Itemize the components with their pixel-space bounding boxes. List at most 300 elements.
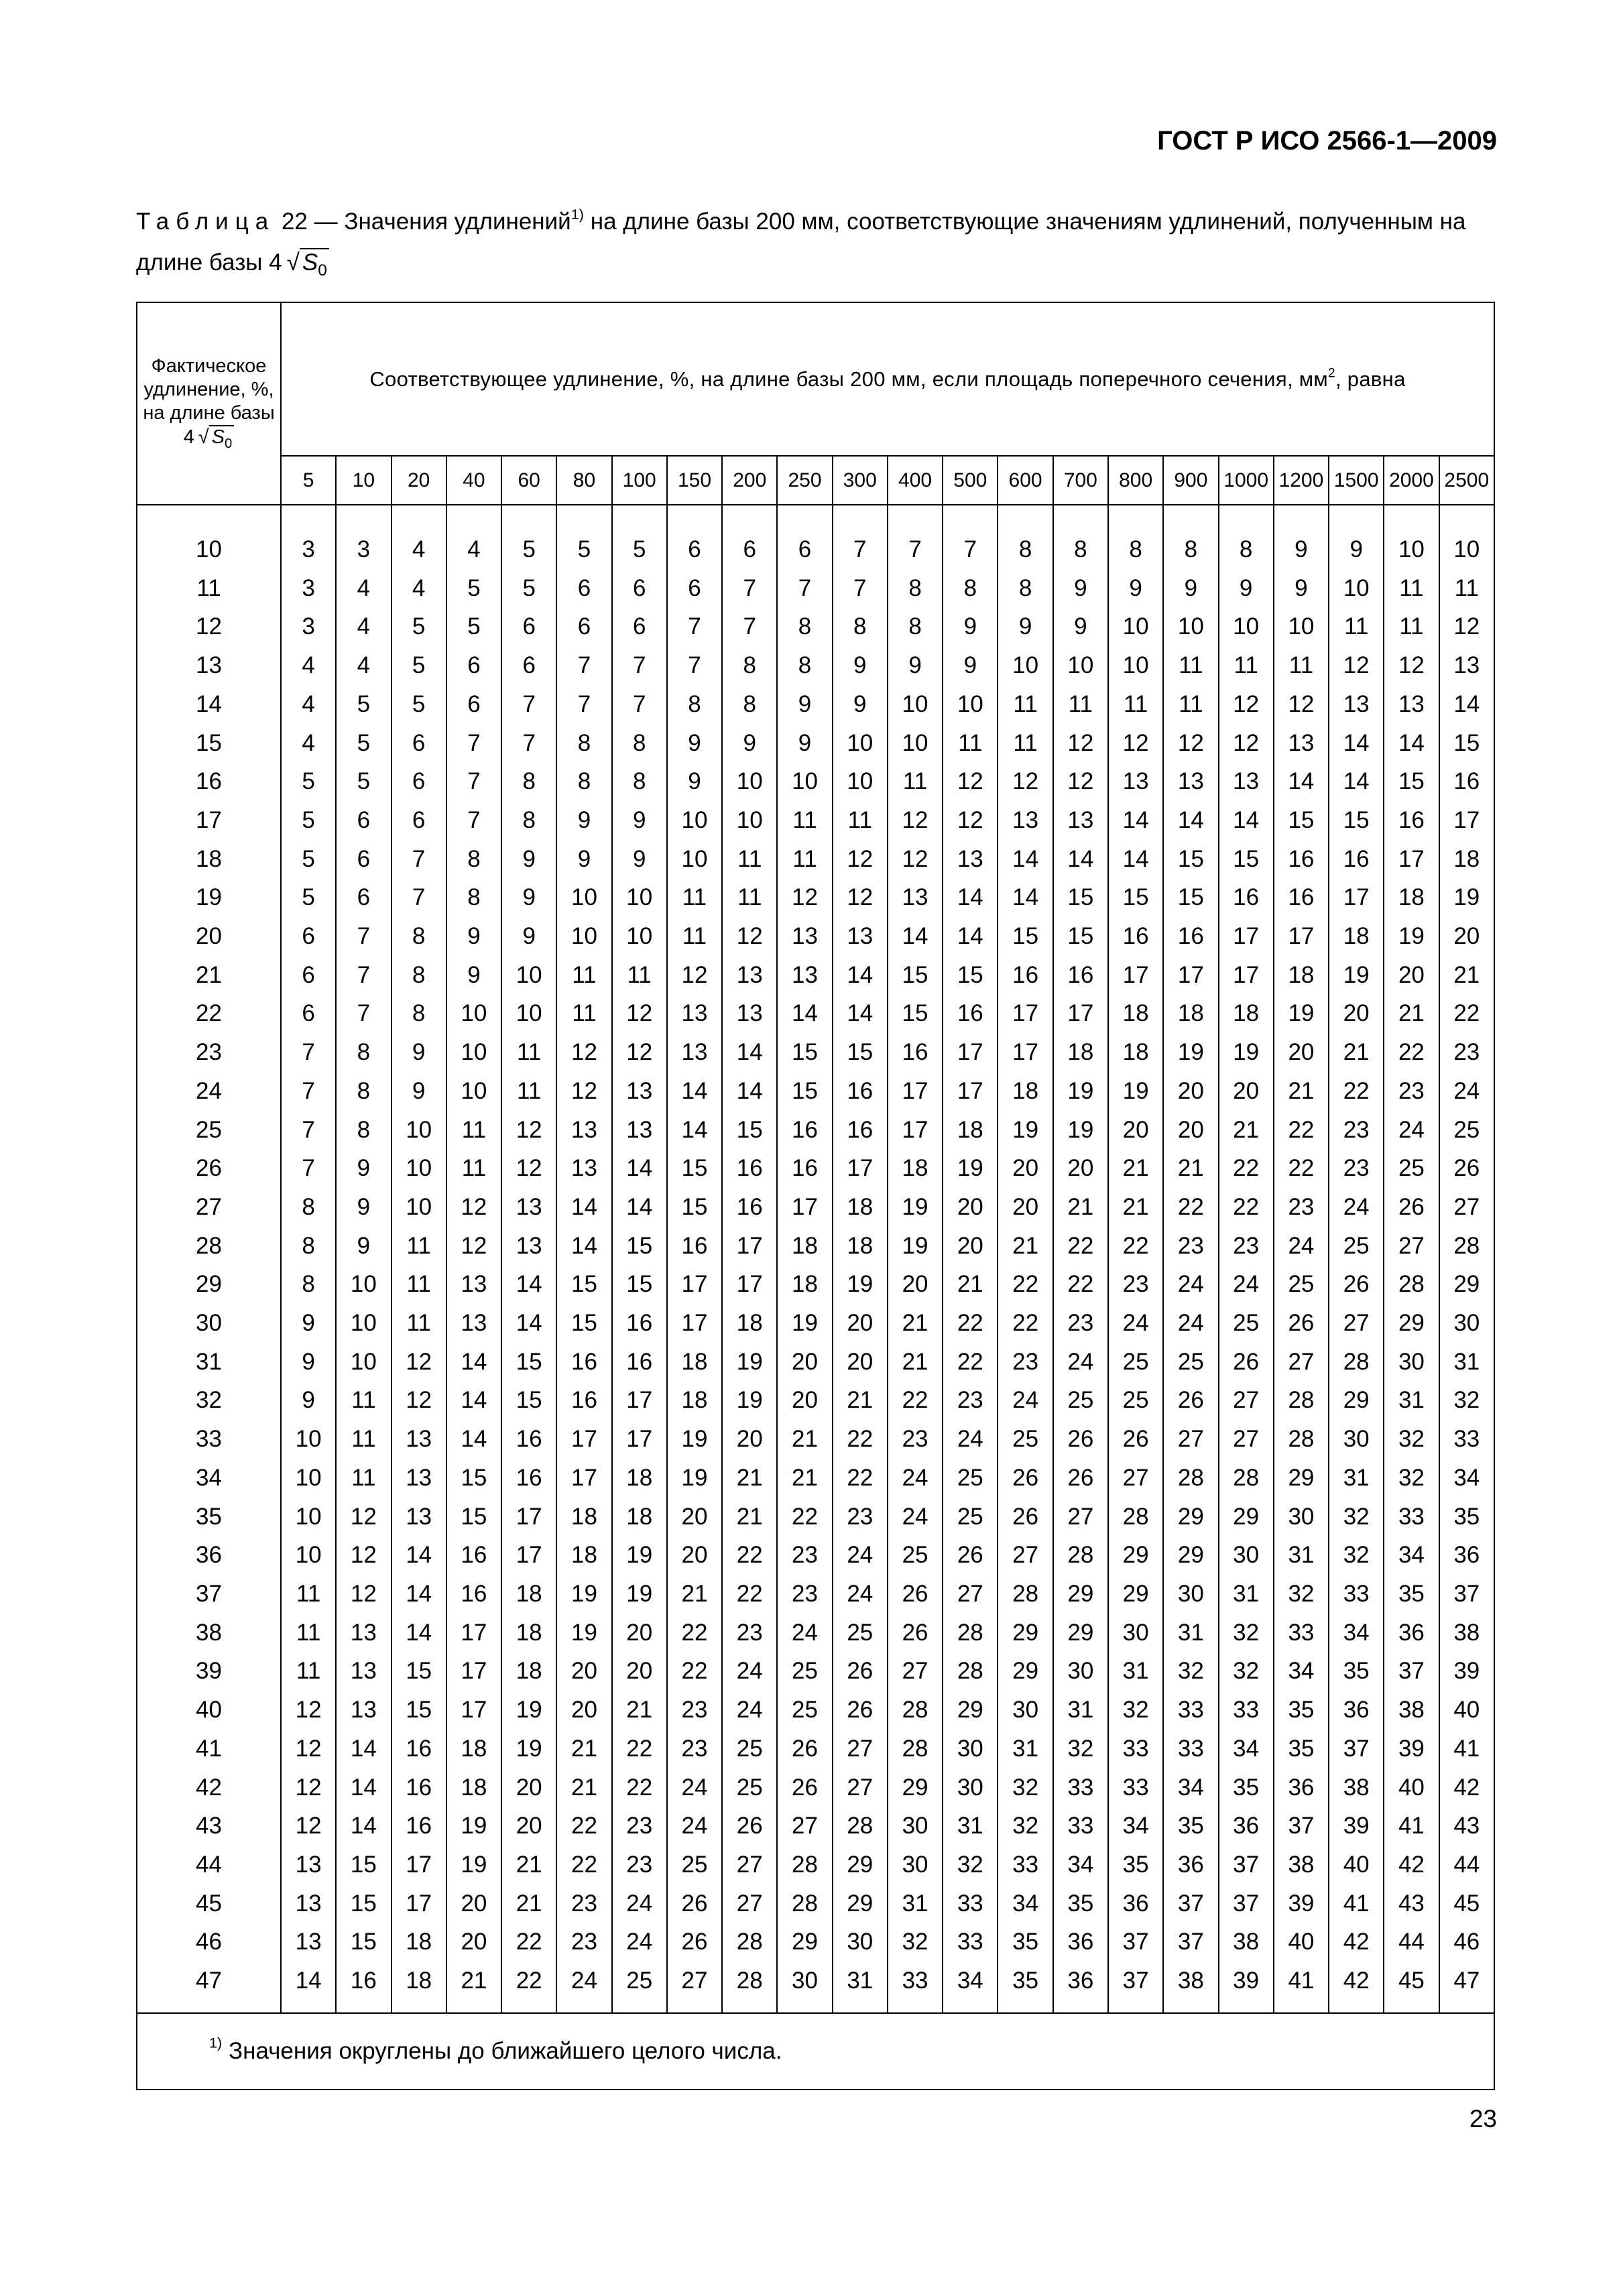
elongation-value-cell: 47 — [1439, 1961, 1494, 2000]
elongation-value-cell: 19 — [1108, 1072, 1163, 1111]
actual-elongation-cell: 13 — [137, 646, 281, 685]
elongation-value-cell: 13 — [722, 956, 777, 995]
elongation-value-cell: 44 — [1439, 1846, 1494, 1884]
elongation-value-cell: 8 — [1108, 530, 1163, 569]
elongation-value-cell: 13 — [667, 994, 722, 1033]
area-column-header: 2000 — [1384, 456, 1439, 505]
elongation-value-cell: 6 — [777, 530, 832, 569]
elongation-value-cell: 18 — [998, 1072, 1053, 1111]
elongation-value-cell: 19 — [1053, 1072, 1108, 1111]
elongation-value-cell: 39 — [1329, 1807, 1384, 1846]
elongation-value-cell: 19 — [833, 1265, 888, 1304]
spacer-cell — [943, 505, 998, 530]
elongation-value-cell: 20 — [1274, 1033, 1329, 1072]
elongation-value-cell: 25 — [777, 1691, 832, 1730]
elongation-value-cell: 28 — [998, 1575, 1053, 1614]
elongation-value-cell: 8 — [336, 1111, 391, 1150]
elongation-value-cell: 11 — [501, 1033, 556, 1072]
elongation-value-cell: 9 — [998, 607, 1053, 646]
elongation-value-cell: 30 — [888, 1807, 943, 1846]
elongation-value-cell: 12 — [336, 1575, 391, 1614]
actual-elongation-cell: 12 — [137, 607, 281, 646]
elongation-value-cell: 7 — [446, 724, 501, 763]
area-column-header: 1000 — [1219, 456, 1274, 505]
elongation-value-cell: 21 — [1274, 1072, 1329, 1111]
spacer-cell — [1329, 2000, 1384, 2013]
elongation-value-cell: 14 — [722, 1072, 777, 1111]
spacer-cell — [833, 505, 888, 530]
elongation-value-cell: 24 — [1163, 1265, 1218, 1304]
elongation-value-cell: 15 — [392, 1691, 446, 1730]
elongation-value-cell: 28 — [1384, 1265, 1439, 1304]
elongation-value-cell: 14 — [1108, 801, 1163, 840]
elongation-value-cell: 34 — [1384, 1536, 1439, 1575]
elongation-value-cell: 6 — [612, 607, 667, 646]
elongation-value-cell: 7 — [612, 646, 667, 685]
elongation-value-cell: 19 — [1219, 1033, 1274, 1072]
elongation-value-cell: 12 — [833, 878, 888, 917]
elongation-value-cell: 22 — [998, 1304, 1053, 1343]
elongation-value-cell: 35 — [998, 1923, 1053, 1961]
formula-radicand — [300, 248, 329, 280]
elongation-value-cell: 12 — [722, 917, 777, 956]
elongation-value-cell: 16 — [392, 1807, 446, 1846]
elongation-value-cell: 34 — [1108, 1807, 1163, 1846]
elongation-value-cell: 19 — [667, 1420, 722, 1459]
elongation-value-cell: 25 — [722, 1730, 777, 1768]
elongation-value-cell: 19 — [1163, 1033, 1218, 1072]
elongation-value-cell: 16 — [1439, 762, 1494, 801]
elongation-value-cell: 18 — [612, 1498, 667, 1536]
elongation-value-cell: 9 — [336, 1227, 391, 1266]
area-column-header: 300 — [833, 456, 888, 505]
table-row — [137, 1691, 1494, 1730]
table-row — [137, 956, 1494, 995]
elongation-value-cell: 33 — [1274, 1614, 1329, 1652]
elongation-value-cell: 21 — [722, 1498, 777, 1536]
elongation-value-cell: 15 — [1053, 878, 1108, 917]
elongation-value-cell: 6 — [501, 646, 556, 685]
elongation-value-cell: 34 — [943, 1961, 998, 2000]
elongation-value-cell: 17 — [722, 1227, 777, 1266]
elongation-value-cell: 8 — [833, 607, 888, 646]
elongation-value-cell: 26 — [1163, 1381, 1218, 1420]
elongation-value-cell: 12 — [943, 762, 998, 801]
spacer-cell — [1274, 2000, 1329, 2013]
elongation-value-cell: 10 — [612, 878, 667, 917]
formula-factor: 4 — [183, 426, 194, 448]
elongation-value-cell: 18 — [667, 1381, 722, 1420]
elongation-value-cell: 5 — [501, 530, 556, 569]
elongation-value-cell: 23 — [612, 1807, 667, 1846]
elongation-value-cell: 30 — [1053, 1652, 1108, 1691]
elongation-value-cell: 6 — [336, 801, 391, 840]
elongation-value-cell: 15 — [501, 1381, 556, 1420]
elongation-value-cell: 18 — [1163, 994, 1218, 1033]
elongation-value-cell: 16 — [777, 1149, 832, 1188]
elongation-value-cell: 11 — [612, 956, 667, 995]
elongation-value-cell: 29 — [943, 1691, 998, 1730]
elongation-value-cell: 25 — [1163, 1343, 1218, 1382]
elongation-value-cell: 7 — [612, 685, 667, 724]
elongation-value-cell: 21 — [1329, 1033, 1384, 1072]
elongation-value-cell: 22 — [1053, 1265, 1108, 1304]
elongation-value-cell: 20 — [777, 1381, 832, 1420]
elongation-value-cell: 32 — [1384, 1420, 1439, 1459]
elongation-value-cell: 5 — [336, 724, 391, 763]
elongation-value-cell: 15 — [1163, 840, 1218, 879]
elongation-value-cell: 9 — [336, 1149, 391, 1188]
elongation-value-cell: 10 — [336, 1265, 391, 1304]
spacer-cell — [1329, 505, 1384, 530]
elongation-value-cell: 26 — [833, 1691, 888, 1730]
elongation-value-cell: 28 — [833, 1807, 888, 1846]
table-row — [137, 917, 1494, 956]
elongation-value-cell: 9 — [1053, 607, 1108, 646]
elongation-value-cell: 14 — [833, 956, 888, 995]
elongation-value-cell: 15 — [833, 1033, 888, 1072]
elongation-table — [136, 302, 1495, 2090]
elongation-value-cell: 24 — [777, 1614, 832, 1652]
elongation-value-cell: 24 — [1274, 1227, 1329, 1266]
elongation-value-cell: 22 — [833, 1459, 888, 1498]
corresponding-elongation-header — [281, 302, 1494, 456]
table-row — [137, 878, 1494, 917]
elongation-value-cell: 15 — [777, 1033, 832, 1072]
elongation-value-cell: 33 — [1163, 1691, 1218, 1730]
actual-elongation-cell: 14 — [137, 685, 281, 724]
elongation-value-cell: 16 — [1384, 801, 1439, 840]
elongation-value-cell: 19 — [998, 1111, 1053, 1150]
elongation-value-cell: 10 — [667, 801, 722, 840]
actual-elongation-cell: 24 — [137, 1072, 281, 1111]
elongation-value-cell: 32 — [1329, 1536, 1384, 1575]
elongation-value-cell: 4 — [392, 569, 446, 608]
elongation-value-cell: 25 — [612, 1961, 667, 2000]
elongation-value-cell: 15 — [1163, 878, 1218, 917]
elongation-value-cell: 9 — [1053, 569, 1108, 608]
elongation-value-cell: 11 — [1274, 646, 1329, 685]
elongation-value-cell: 21 — [1384, 994, 1439, 1033]
elongation-value-cell: 9 — [1219, 569, 1274, 608]
elongation-value-cell: 10 — [1163, 607, 1218, 646]
elongation-value-cell: 8 — [556, 724, 611, 763]
elongation-value-cell: 19 — [446, 1807, 501, 1846]
elongation-value-cell: 19 — [1439, 878, 1494, 917]
elongation-value-cell: 14 — [1329, 724, 1384, 763]
elongation-value-cell: 19 — [446, 1846, 501, 1884]
spacer-cell — [1384, 505, 1439, 530]
actual-elongation-cell: 45 — [137, 1884, 281, 1923]
elongation-value-cell: 34 — [1163, 1768, 1218, 1807]
elongation-value-cell: 17 — [612, 1420, 667, 1459]
elongation-value-cell: 17 — [1274, 917, 1329, 956]
spacer-cell — [392, 2000, 446, 2013]
spacer-cell — [392, 505, 446, 530]
elongation-value-cell: 24 — [1384, 1111, 1439, 1150]
actual-elongation-header-formula — [140, 425, 278, 452]
elongation-value-cell: 15 — [888, 956, 943, 995]
elongation-value-cell: 11 — [281, 1575, 336, 1614]
elongation-value-cell: 19 — [556, 1614, 611, 1652]
elongation-value-cell: 32 — [1219, 1614, 1274, 1652]
elongation-value-cell: 11 — [446, 1111, 501, 1150]
elongation-value-cell: 7 — [777, 569, 832, 608]
elongation-value-cell: 38 — [1163, 1961, 1218, 2000]
elongation-value-cell: 34 — [1053, 1846, 1108, 1884]
spacer-cell — [777, 505, 832, 530]
elongation-value-cell: 14 — [1219, 801, 1274, 840]
elongation-value-cell: 7 — [943, 530, 998, 569]
elongation-value-cell: 7 — [281, 1033, 336, 1072]
elongation-value-cell: 17 — [1053, 994, 1108, 1033]
elongation-value-cell: 31 — [833, 1961, 888, 2000]
elongation-value-cell: 17 — [943, 1072, 998, 1111]
elongation-value-cell: 36 — [1219, 1807, 1274, 1846]
elongation-value-cell: 28 — [943, 1652, 998, 1691]
table-row — [137, 1923, 1494, 1961]
elongation-value-cell: 14 — [556, 1188, 611, 1227]
elongation-value-cell: 12 — [281, 1807, 336, 1846]
elongation-value-cell: 30 — [833, 1923, 888, 1961]
elongation-value-cell: 21 — [501, 1884, 556, 1923]
actual-elongation-cell: 44 — [137, 1846, 281, 1884]
elongation-value-cell: 10 — [336, 1304, 391, 1343]
elongation-value-cell: 34 — [1219, 1730, 1274, 1768]
elongation-value-cell: 9 — [392, 1072, 446, 1111]
elongation-value-cell: 9 — [888, 646, 943, 685]
elongation-value-cell: 17 — [556, 1459, 611, 1498]
actual-elongation-cell: 16 — [137, 762, 281, 801]
elongation-value-cell: 18 — [501, 1652, 556, 1691]
elongation-value-cell: 25 — [667, 1846, 722, 1884]
elongation-value-cell: 22 — [888, 1381, 943, 1420]
elongation-value-cell: 16 — [392, 1730, 446, 1768]
elongation-value-cell: 15 — [612, 1227, 667, 1266]
elongation-value-cell: 6 — [281, 994, 336, 1033]
area-column-header: 600 — [998, 456, 1053, 505]
elongation-value-cell: 33 — [1053, 1807, 1108, 1846]
elongation-value-cell: 8 — [501, 801, 556, 840]
area-column-header: 40 — [446, 456, 501, 505]
elongation-value-cell: 10 — [446, 994, 501, 1033]
elongation-value-cell: 15 — [446, 1459, 501, 1498]
elongation-value-cell: 17 — [998, 994, 1053, 1033]
elongation-value-cell: 22 — [833, 1420, 888, 1459]
elongation-value-cell: 6 — [392, 724, 446, 763]
elongation-value-cell: 21 — [667, 1575, 722, 1614]
elongation-value-cell: 30 — [943, 1768, 998, 1807]
elongation-value-cell: 24 — [667, 1768, 722, 1807]
elongation-value-cell: 18 — [1053, 1033, 1108, 1072]
elongation-value-cell: 42 — [1329, 1961, 1384, 2000]
elongation-value-cell: 16 — [446, 1575, 501, 1614]
elongation-value-cell: 13 — [446, 1304, 501, 1343]
elongation-value-cell: 20 — [667, 1536, 722, 1575]
elongation-value-cell: 15 — [998, 917, 1053, 956]
elongation-value-cell: 4 — [281, 646, 336, 685]
elongation-value-cell: 37 — [1219, 1884, 1274, 1923]
formula-factor: 4 — [269, 249, 282, 276]
elongation-value-cell: 12 — [501, 1111, 556, 1150]
elongation-value-cell: 40 — [1329, 1846, 1384, 1884]
elongation-value-cell: 20 — [612, 1652, 667, 1691]
elongation-value-cell: 29 — [833, 1846, 888, 1884]
elongation-value-cell: 15 — [336, 1884, 391, 1923]
elongation-value-cell: 20 — [556, 1652, 611, 1691]
actual-elongation-cell: 25 — [137, 1111, 281, 1150]
spacer-cell — [1219, 505, 1274, 530]
elongation-value-cell: 14 — [501, 1265, 556, 1304]
elongation-value-cell: 22 — [556, 1807, 611, 1846]
elongation-value-cell: 10 — [1439, 530, 1494, 569]
elongation-value-cell: 9 — [777, 724, 832, 763]
spacer-cell — [501, 2000, 556, 2013]
elongation-value-cell: 7 — [556, 685, 611, 724]
elongation-value-cell: 22 — [612, 1730, 667, 1768]
elongation-value-cell: 12 — [392, 1343, 446, 1382]
elongation-value-cell: 18 — [446, 1768, 501, 1807]
elongation-value-cell: 15 — [392, 1652, 446, 1691]
elongation-value-cell: 14 — [667, 1111, 722, 1150]
elongation-value-cell: 10 — [1053, 646, 1108, 685]
elongation-value-cell: 10 — [501, 956, 556, 995]
elongation-value-cell: 13 — [446, 1265, 501, 1304]
elongation-value-cell: 14 — [1053, 840, 1108, 879]
spacer-cell — [336, 2000, 391, 2013]
elongation-value-cell: 11 — [888, 762, 943, 801]
elongation-value-cell: 9 — [667, 724, 722, 763]
elongation-value-cell: 23 — [777, 1575, 832, 1614]
elongation-value-cell: 15 — [1053, 917, 1108, 956]
elongation-value-cell: 13 — [1384, 685, 1439, 724]
elongation-value-cell: 16 — [612, 1343, 667, 1382]
elongation-value-cell: 38 — [1329, 1768, 1384, 1807]
elongation-value-cell: 33 — [943, 1884, 998, 1923]
elongation-value-cell: 14 — [1108, 840, 1163, 879]
elongation-value-cell: 29 — [1163, 1498, 1218, 1536]
elongation-value-cell: 27 — [1163, 1420, 1218, 1459]
elongation-value-cell: 10 — [998, 646, 1053, 685]
table-row — [137, 840, 1494, 879]
elongation-value-cell: 12 — [998, 762, 1053, 801]
elongation-value-cell: 31 — [1274, 1536, 1329, 1575]
table-row — [137, 1033, 1494, 1072]
elongation-value-cell: 16 — [556, 1381, 611, 1420]
elongation-value-cell: 13 — [1163, 762, 1218, 801]
table-row — [137, 1652, 1494, 1691]
elongation-value-cell: 27 — [1053, 1498, 1108, 1536]
elongation-value-cell: 6 — [446, 646, 501, 685]
spacer-cell — [1219, 2000, 1274, 2013]
elongation-value-cell: 33 — [1384, 1498, 1439, 1536]
elongation-value-cell: 37 — [1439, 1575, 1494, 1614]
elongation-value-cell: 23 — [556, 1923, 611, 1961]
elongation-value-cell: 16 — [392, 1768, 446, 1807]
elongation-value-cell: 29 — [777, 1923, 832, 1961]
elongation-value-cell: 32 — [998, 1768, 1053, 1807]
elongation-value-cell: 20 — [612, 1614, 667, 1652]
elongation-value-cell: 29 — [833, 1884, 888, 1923]
elongation-value-cell: 17 — [446, 1652, 501, 1691]
elongation-value-cell: 26 — [1108, 1420, 1163, 1459]
elongation-value-cell: 8 — [888, 607, 943, 646]
elongation-value-cell: 10 — [392, 1188, 446, 1227]
spacer-cell — [1163, 505, 1218, 530]
elongation-value-cell: 23 — [998, 1343, 1053, 1382]
elongation-value-cell: 36 — [1274, 1768, 1329, 1807]
elongation-value-cell: 36 — [1439, 1536, 1494, 1575]
elongation-value-cell: 23 — [556, 1884, 611, 1923]
elongation-value-cell: 30 — [1329, 1420, 1384, 1459]
elongation-value-cell: 10 — [1329, 569, 1384, 608]
elongation-value-cell: 10 — [722, 762, 777, 801]
area-column-header: 1200 — [1274, 456, 1329, 505]
elongation-value-cell: 13 — [777, 956, 832, 995]
elongation-value-cell: 35 — [1163, 1807, 1218, 1846]
elongation-value-cell: 22 — [1384, 1033, 1439, 1072]
elongation-value-cell: 10 — [446, 1072, 501, 1111]
elongation-value-cell: 15 — [446, 1498, 501, 1536]
elongation-value-cell: 14 — [446, 1343, 501, 1382]
elongation-value-cell: 17 — [888, 1111, 943, 1150]
elongation-value-cell: 15 — [336, 1846, 391, 1884]
elongation-value-cell: 16 — [722, 1149, 777, 1188]
actual-elongation-cell: 41 — [137, 1730, 281, 1768]
elongation-value-cell: 13 — [281, 1923, 336, 1961]
elongation-value-cell: 33 — [1439, 1420, 1494, 1459]
elongation-value-cell: 27 — [1219, 1381, 1274, 1420]
elongation-value-cell: 6 — [501, 607, 556, 646]
elongation-value-cell: 14 — [392, 1614, 446, 1652]
elongation-value-cell: 22 — [501, 1961, 556, 2000]
elongation-value-cell: 19 — [1053, 1111, 1108, 1150]
elongation-value-cell: 24 — [888, 1498, 943, 1536]
elongation-value-cell: 27 — [833, 1730, 888, 1768]
elongation-value-cell: 6 — [667, 530, 722, 569]
elongation-value-cell: 27 — [1274, 1343, 1329, 1382]
table-row — [137, 1072, 1494, 1111]
elongation-value-cell: 25 — [777, 1652, 832, 1691]
table-caption — [136, 201, 1497, 283]
elongation-value-cell: 29 — [888, 1768, 943, 1807]
elongation-value-cell: 20 — [501, 1768, 556, 1807]
elongation-value-cell: 12 — [888, 801, 943, 840]
elongation-value-cell: 18 — [446, 1730, 501, 1768]
elongation-value-cell: 14 — [336, 1730, 391, 1768]
elongation-value-cell: 32 — [1329, 1498, 1384, 1536]
elongation-value-cell: 16 — [1163, 917, 1218, 956]
area-column-header: 5 — [281, 456, 336, 505]
elongation-value-cell: 30 — [888, 1846, 943, 1884]
actual-elongation-cell: 17 — [137, 801, 281, 840]
elongation-value-cell: 9 — [281, 1304, 336, 1343]
elongation-value-cell: 5 — [446, 607, 501, 646]
elongation-value-cell: 22 — [1163, 1188, 1218, 1227]
elongation-value-cell: 20 — [777, 1343, 832, 1382]
elongation-value-cell: 28 — [1329, 1343, 1384, 1382]
area-column-header: 10 — [336, 456, 391, 505]
elongation-value-cell: 17 — [446, 1691, 501, 1730]
elongation-value-cell: 6 — [392, 801, 446, 840]
elongation-value-cell: 31 — [1384, 1381, 1439, 1420]
elongation-value-cell: 11 — [446, 1149, 501, 1188]
elongation-value-cell: 19 — [667, 1459, 722, 1498]
elongation-value-cell: 14 — [446, 1381, 501, 1420]
elongation-value-cell: 8 — [1163, 530, 1218, 569]
elongation-value-cell: 8 — [281, 1227, 336, 1266]
actual-elongation-cell: 20 — [137, 917, 281, 956]
